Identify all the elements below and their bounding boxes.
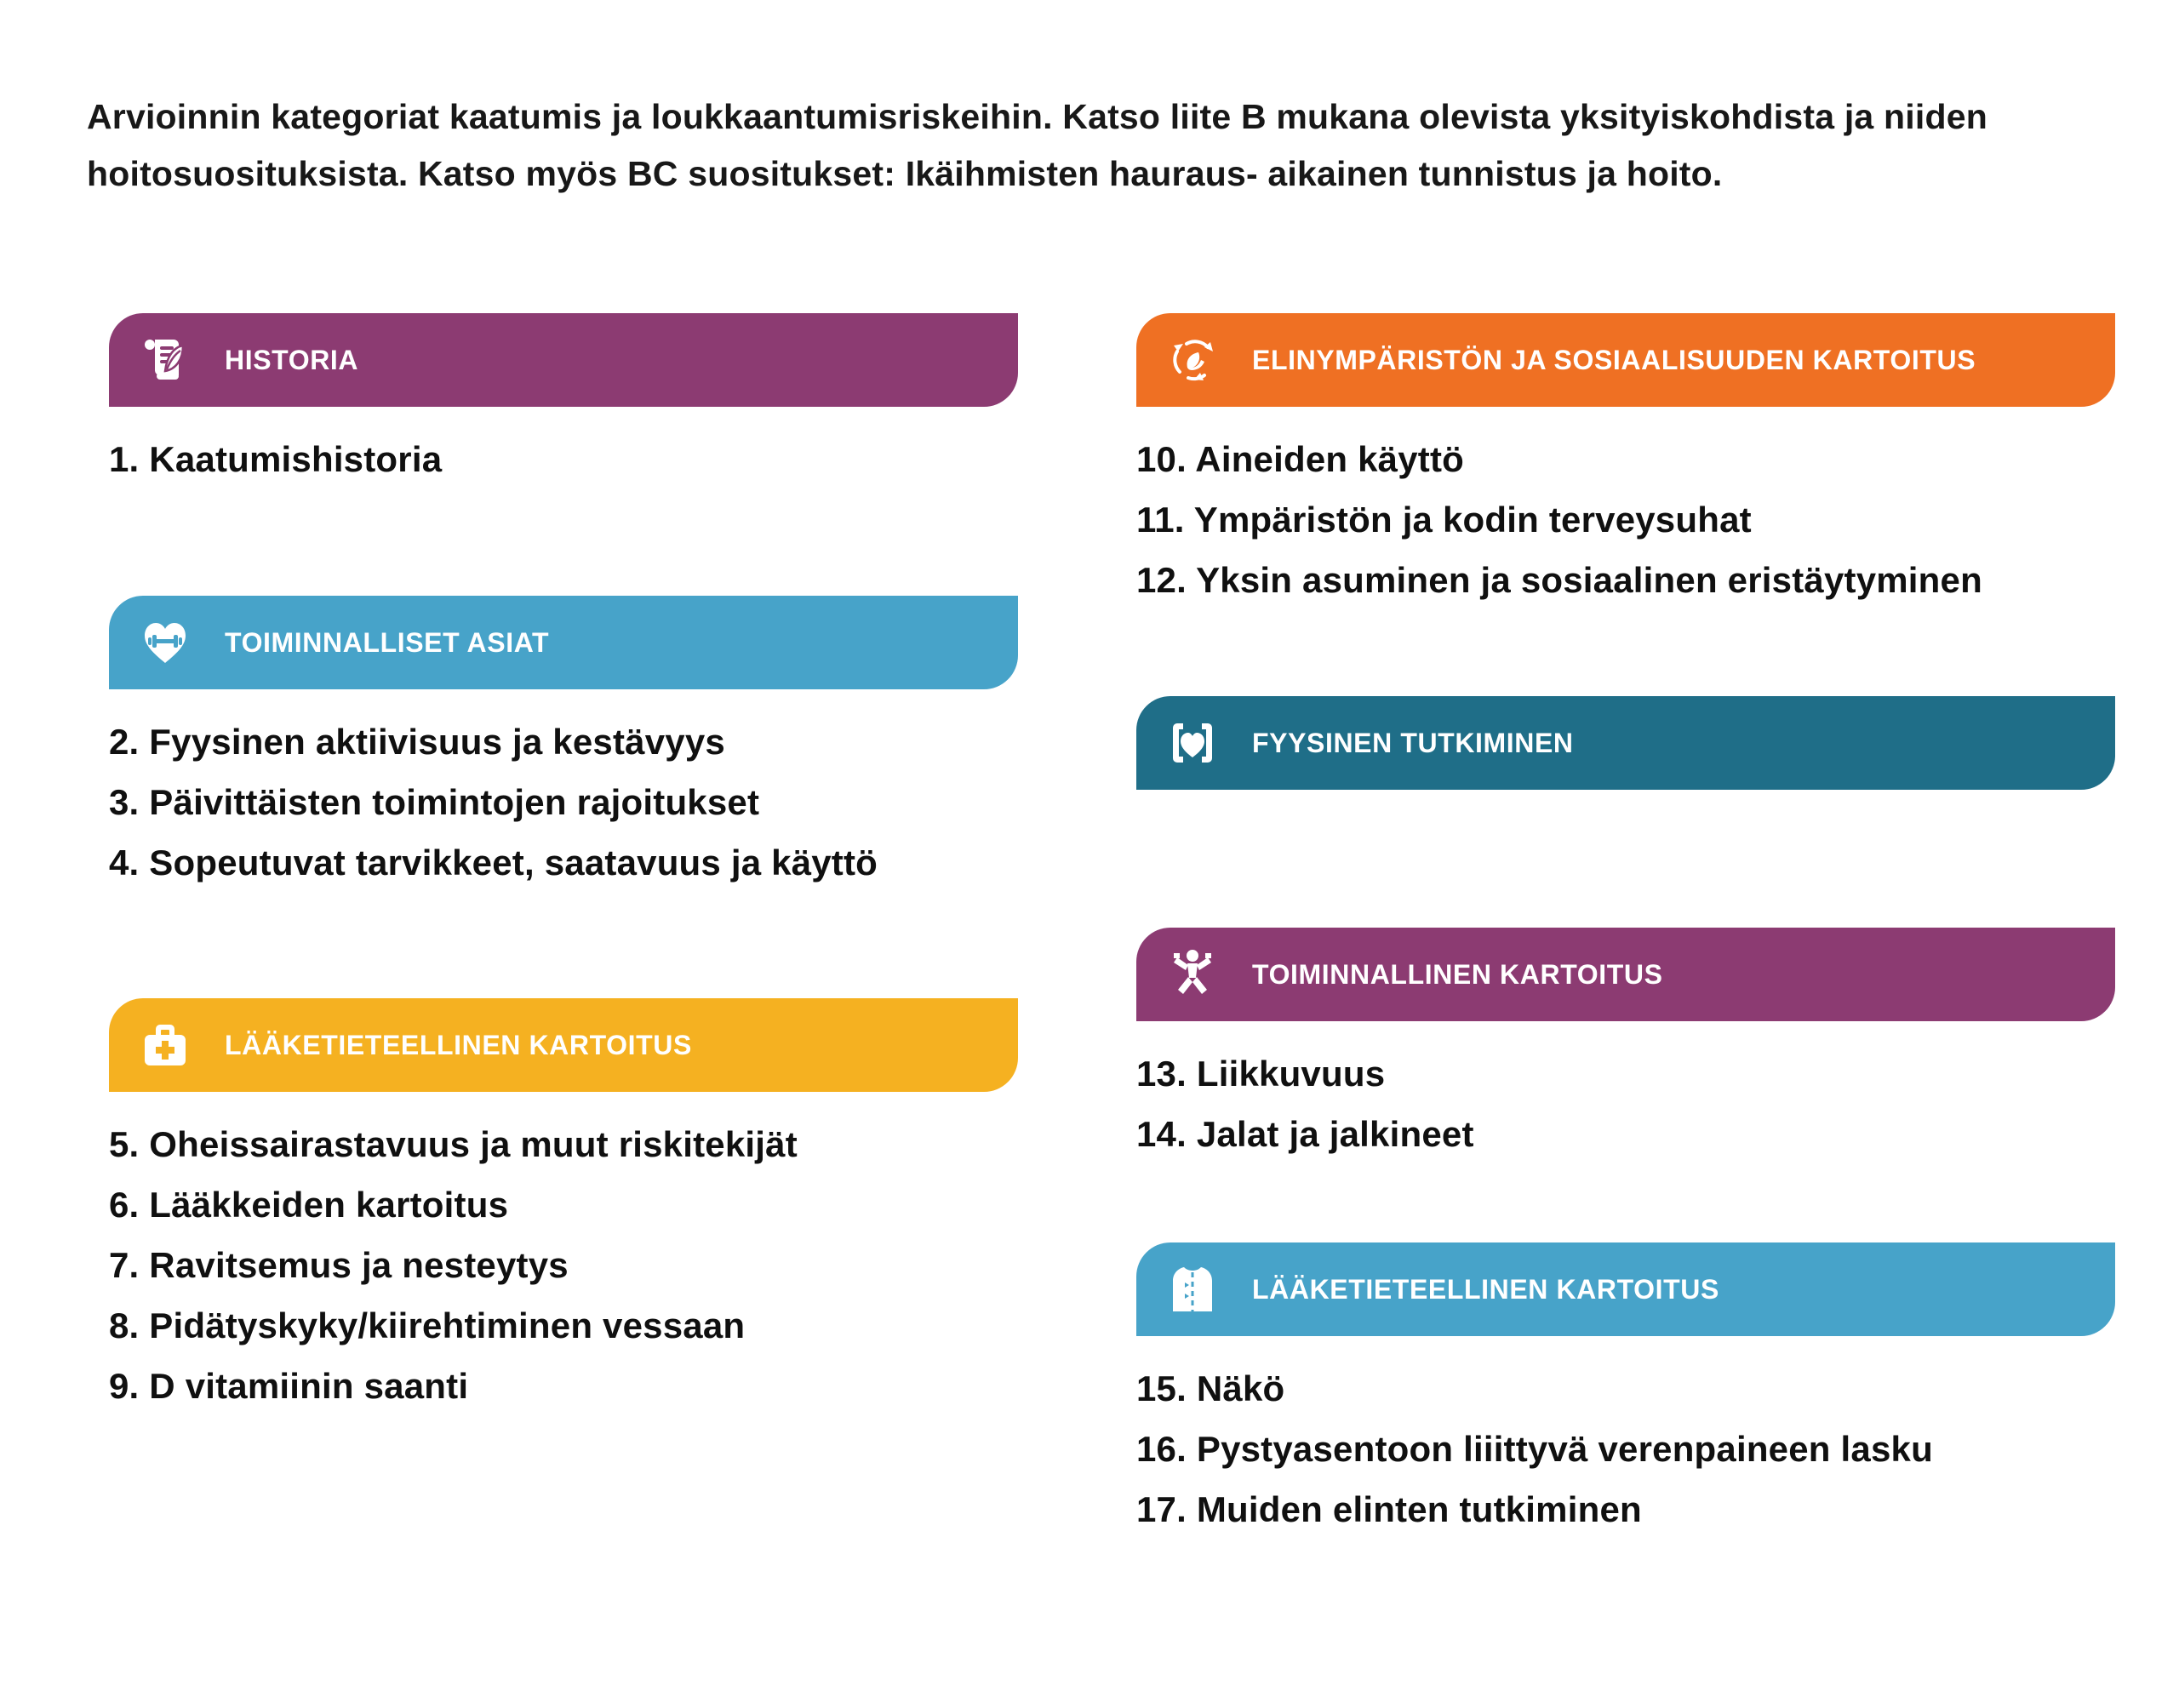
torso-spine-icon bbox=[1165, 1262, 1220, 1317]
section-items bbox=[109, 1114, 1018, 1416]
scroll-quill-icon bbox=[138, 333, 192, 387]
list-item: 8. Pidätyskyky/kiirehtiminen vessaan bbox=[109, 1305, 746, 1345]
section-elinympariston-ja-sosiaalisuuden-kartoitus bbox=[1136, 313, 2115, 610]
list-item: 17. Muiden elinten tutkiminen bbox=[1136, 1489, 1642, 1529]
heart-hands-icon bbox=[1165, 716, 1220, 770]
list-item: 11. Ympäristön ja kodin terveysuhat bbox=[1136, 500, 1752, 540]
section-banner-laaketieteellinen-kartoitus-1 bbox=[109, 998, 1018, 1092]
list-item: 16. Pystyasentoon liiittyvä verenpaineen lasku bbox=[1136, 1429, 1933, 1469]
list-item: 15. Näkö bbox=[1136, 1368, 1285, 1408]
environment-cycle-icon bbox=[1165, 333, 1220, 387]
list-item: 2. Fyysinen aktiivisuus ja kestävyys bbox=[109, 722, 725, 762]
section-laaketieteellinen-kartoitus-1 bbox=[109, 998, 1018, 1416]
section-banner-toiminnallinen-kartoitus bbox=[1136, 928, 2115, 1021]
section-title: LÄÄKETIETEELLINEN KARTOITUS bbox=[225, 1029, 692, 1060]
heart-dumbbell-icon bbox=[138, 615, 192, 670]
section-items bbox=[1136, 1043, 2115, 1164]
list-item: 4. Sopeutuvat tarvikkeet, saatavuus ja käyttö bbox=[109, 843, 878, 883]
section-title: ELINYMPÄRISTÖN JA SOSIAALISUUDEN KARTOITUS bbox=[1252, 344, 1976, 375]
section-toiminnallinen-kartoitus bbox=[1136, 928, 2115, 1164]
medical-bag-icon bbox=[138, 1018, 192, 1072]
section-title: HISTORIA bbox=[225, 344, 359, 375]
list-item: 14. Jalat ja jalkineet bbox=[1136, 1114, 1474, 1154]
list-item: 3. Päivittäisten toimintojen rajoitukset bbox=[109, 782, 760, 822]
section-items bbox=[109, 711, 1018, 893]
section-title: TOIMINNALLINEN KARTOITUS bbox=[1252, 958, 1663, 990]
list-item: 6. Lääkkeiden kartoitus bbox=[109, 1185, 509, 1225]
section-fyysinen-tutkiminen bbox=[1136, 696, 2115, 812]
section-banner-elinympariston-ja-sosiaalisuuden-kartoitus bbox=[1136, 313, 2115, 407]
section-items bbox=[109, 429, 1018, 489]
list-item: 10. Aineiden käyttö bbox=[1136, 439, 1465, 479]
section-banner-historia bbox=[109, 313, 1018, 407]
list-item: 12. Yksin asuminen ja sosiaalinen eristäytyminen bbox=[1136, 560, 1982, 600]
list-item: 1. Kaatumishistoria bbox=[109, 439, 443, 479]
list-item: 9. D vitamiinin saanti bbox=[109, 1366, 469, 1406]
list-item: 13. Liikkuvuus bbox=[1136, 1054, 1386, 1094]
active-person-icon bbox=[1165, 947, 1220, 1002]
section-title: TOIMINNALLISET ASIAT bbox=[225, 626, 550, 658]
section-items bbox=[1136, 1358, 2115, 1539]
section-banner-toiminnalliset-asiat bbox=[109, 596, 1018, 689]
section-banner-laaketieteellinen-kartoitus-2 bbox=[1136, 1242, 2115, 1336]
section-items bbox=[1136, 429, 2115, 610]
section-toiminnalliset-asiat bbox=[109, 596, 1018, 893]
intro-text: Arvioinnin kategoriat kaatumis ja loukkaantumisriskeihin. Katso liite B mukana olevista yksityiskohdista ja niiden hoitosuosituksista. Katso myös BC suositukset: Ikäihmisten hauraus- aikainen tunnistus ja hoito. bbox=[87, 97, 1987, 193]
section-title: FYYSINEN TUTKIMINEN bbox=[1252, 727, 1574, 758]
section-banner-fyysinen-tutkiminen bbox=[1136, 696, 2115, 790]
list-item: 7. Ravitsemus ja nesteytys bbox=[109, 1245, 569, 1285]
list-item: 5. Oheissairastavuus ja muut riskitekijät bbox=[109, 1124, 798, 1164]
section-title: LÄÄKETIETEELLINEN KARTOITUS bbox=[1252, 1273, 1719, 1305]
section-laaketieteellinen-kartoitus-2 bbox=[1136, 1242, 2115, 1539]
section-historia bbox=[109, 313, 1018, 489]
